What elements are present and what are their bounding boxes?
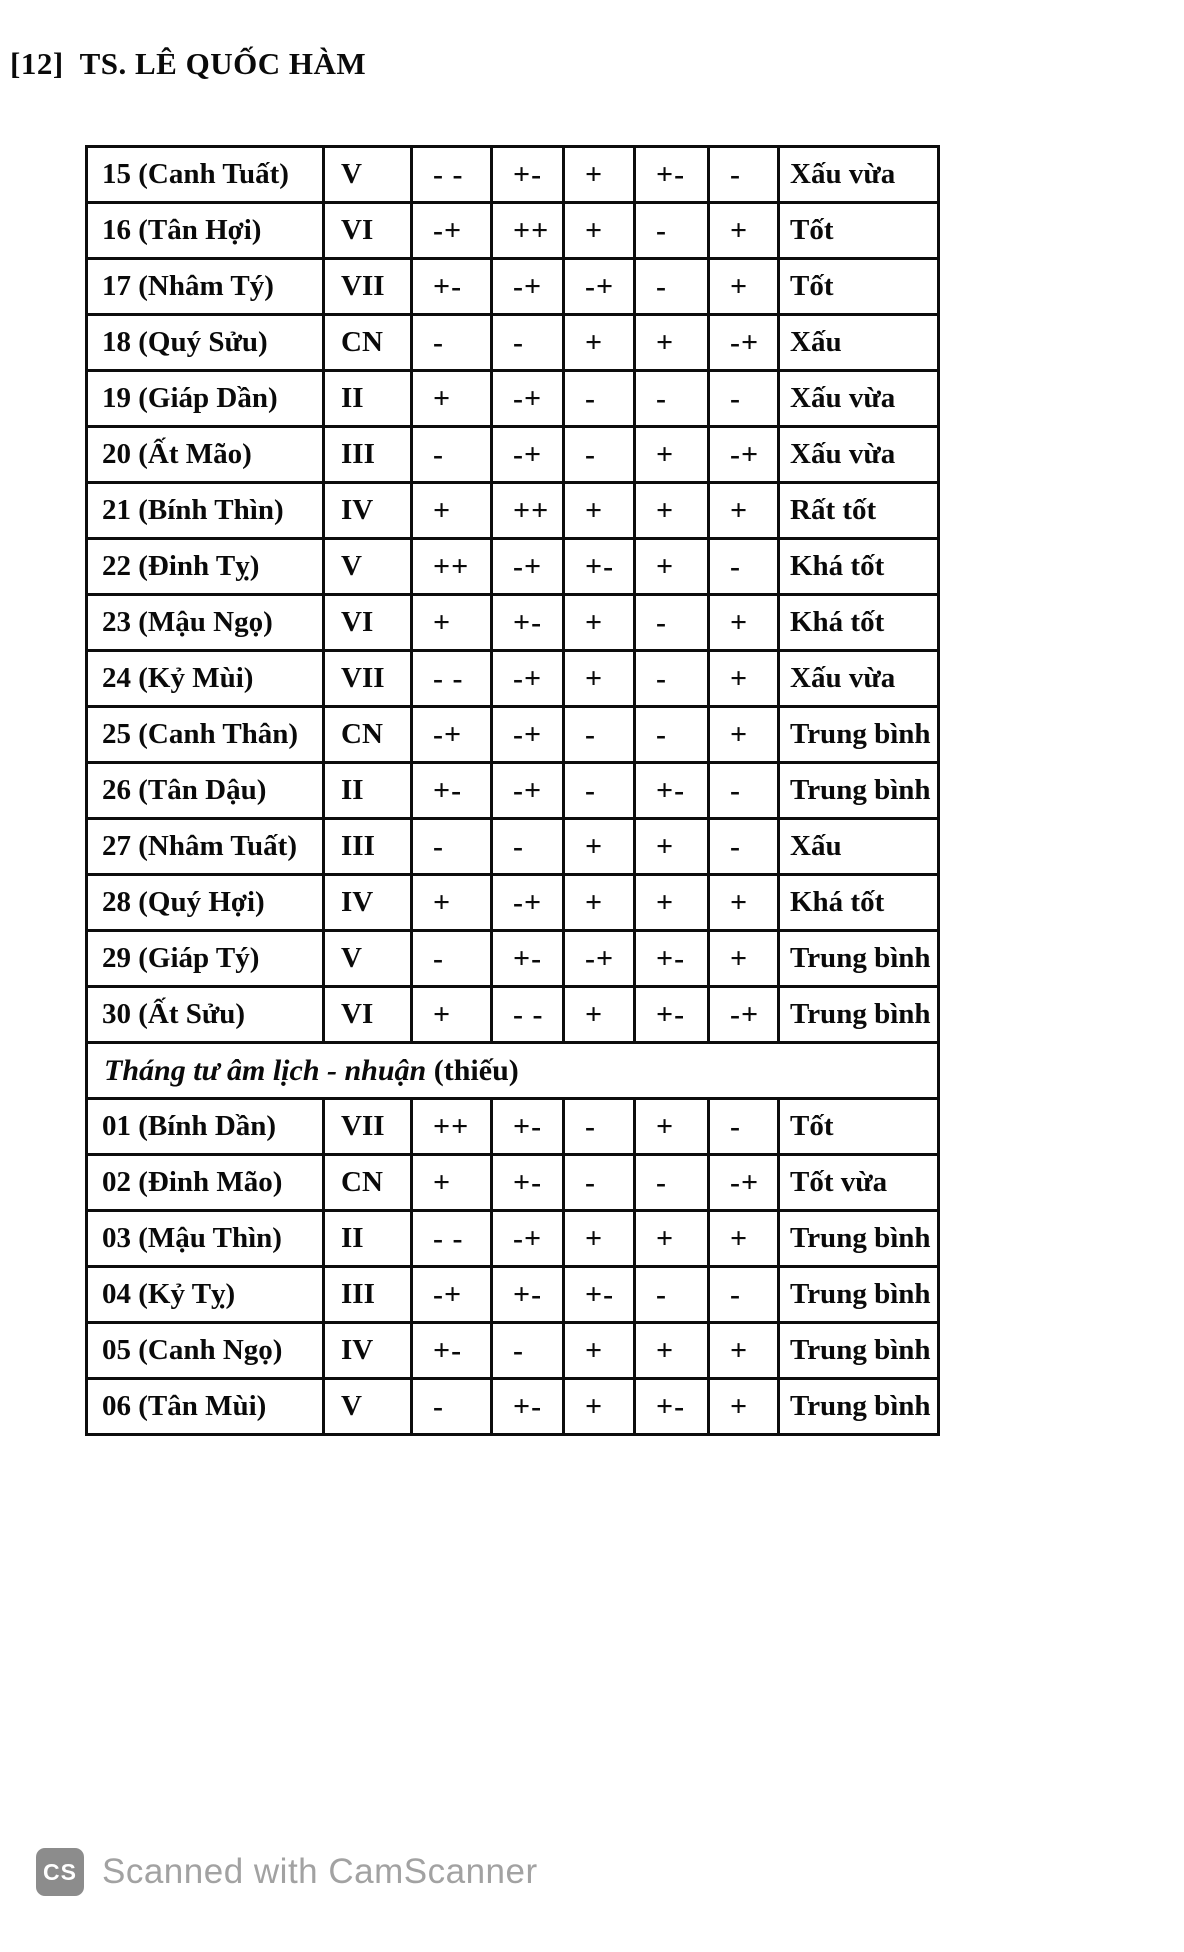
table-row [87, 987, 939, 1043]
mark-cell: - [709, 1099, 779, 1155]
camscanner-footer-text: Scanned with CamScanner [102, 1852, 538, 1891]
mark-cell: + [709, 651, 779, 707]
mark-cell: + [635, 1211, 709, 1267]
mark-cell: + [709, 931, 779, 987]
weekday-cell: IV [324, 875, 412, 931]
table-row [87, 1155, 939, 1211]
rating-cell: Tốt [779, 259, 939, 315]
mark-cell: + [564, 651, 635, 707]
mark-cell: - [564, 1155, 635, 1211]
rating-cell: Trung bình [779, 987, 939, 1043]
mark-cell: -+ [412, 707, 492, 763]
mark-cell: + [709, 259, 779, 315]
table-row [87, 875, 939, 931]
mark-cell: ++ [492, 483, 564, 539]
rating-cell: Xấu [779, 819, 939, 875]
mark-cell: +- [564, 539, 635, 595]
mark-cell: + [709, 1379, 779, 1435]
mark-cell: + [709, 203, 779, 259]
day-name-cell: 18 (Quý Sửu) [87, 315, 324, 371]
mark-cell: -+ [492, 259, 564, 315]
mark-cell: + [412, 595, 492, 651]
mark-cell: -+ [709, 1155, 779, 1211]
mark-cell: +- [492, 1099, 564, 1155]
mark-cell: -+ [492, 371, 564, 427]
mark-cell: -+ [492, 1211, 564, 1267]
section-title-suffix: (thiếu) [433, 1053, 519, 1087]
mark-cell: + [564, 1323, 635, 1379]
mark-cell: + [412, 987, 492, 1043]
mark-cell: - [412, 427, 492, 483]
mark-cell: - - [412, 651, 492, 707]
mark-cell: + [412, 875, 492, 931]
day-name-cell: 29 (Giáp Tý) [87, 931, 324, 987]
weekday-cell: II [324, 371, 412, 427]
day-name-cell: 16 (Tân Hợi) [87, 203, 324, 259]
section-break-row [87, 1043, 939, 1099]
mark-cell: + [564, 483, 635, 539]
table-row [87, 1099, 939, 1155]
table-row [87, 539, 939, 595]
weekday-cell: VII [324, 259, 412, 315]
table-row [87, 707, 939, 763]
day-name-cell: 23 (Mậu Ngọ) [87, 595, 324, 651]
table-row [87, 1211, 939, 1267]
mark-cell: +- [635, 763, 709, 819]
mark-cell: -+ [492, 427, 564, 483]
mark-cell: - [635, 707, 709, 763]
day-name-cell: 20 (Ất Mão) [87, 427, 324, 483]
rating-cell: Trung bình [779, 1323, 939, 1379]
weekday-cell: III [324, 427, 412, 483]
rating-cell: Trung bình [779, 1379, 939, 1435]
mark-cell: -+ [564, 259, 635, 315]
day-name-cell: 26 (Tân Dậu) [87, 763, 324, 819]
table-row [87, 315, 939, 371]
mark-cell: + [635, 875, 709, 931]
day-name-cell: 25 (Canh Thân) [87, 707, 324, 763]
mark-cell: +- [412, 1323, 492, 1379]
day-name-cell: 01 (Bính Dần) [87, 1099, 324, 1155]
rating-cell: Trung bình [779, 1267, 939, 1323]
rating-cell: Xấu vừa [779, 427, 939, 483]
table-row [87, 371, 939, 427]
mark-cell: + [564, 1211, 635, 1267]
weekday-cell: VI [324, 595, 412, 651]
mark-cell: + [412, 483, 492, 539]
rating-cell: Rất tốt [779, 483, 939, 539]
mark-cell: +- [492, 1155, 564, 1211]
mark-cell: -+ [492, 651, 564, 707]
mark-cell: -+ [492, 875, 564, 931]
table-row [87, 147, 939, 203]
table-row [87, 203, 939, 259]
day-name-cell: 02 (Đinh Mão) [87, 1155, 324, 1211]
mark-cell: - [635, 1155, 709, 1211]
rating-cell: Xấu vừa [779, 147, 939, 203]
mark-cell: + [564, 875, 635, 931]
mark-cell: + [709, 707, 779, 763]
mark-cell: - [492, 1323, 564, 1379]
mark-cell: + [564, 819, 635, 875]
mark-cell: + [564, 987, 635, 1043]
day-name-cell: 05 (Canh Ngọ) [87, 1323, 324, 1379]
day-name-cell: 24 (Kỷ Mùi) [87, 651, 324, 707]
day-name-cell: 19 (Giáp Dần) [87, 371, 324, 427]
mark-cell: - [412, 315, 492, 371]
mark-cell: + [635, 1323, 709, 1379]
mark-cell: - [709, 539, 779, 595]
mark-cell: + [564, 1379, 635, 1435]
mark-cell: + [635, 819, 709, 875]
mark-cell: -+ [492, 707, 564, 763]
weekday-cell: II [324, 763, 412, 819]
page-title: [12] TS. LÊ QUỐC HÀM [10, 46, 367, 81]
day-name-cell: 21 (Bính Thìn) [87, 483, 324, 539]
mark-cell: +- [635, 931, 709, 987]
table-row [87, 1323, 939, 1379]
table-row [87, 763, 939, 819]
weekday-cell: V [324, 539, 412, 595]
weekday-cell: III [324, 819, 412, 875]
mark-cell: ++ [412, 539, 492, 595]
mark-cell: -+ [412, 203, 492, 259]
mark-cell: +- [635, 987, 709, 1043]
weekday-cell: CN [324, 315, 412, 371]
mark-cell: - [635, 203, 709, 259]
mark-cell: +- [412, 763, 492, 819]
mark-cell: - [492, 315, 564, 371]
weekday-cell: V [324, 931, 412, 987]
mark-cell: + [635, 315, 709, 371]
day-name-cell: 22 (Đinh Tỵ) [87, 539, 324, 595]
table-row [87, 819, 939, 875]
mark-cell: +- [492, 147, 564, 203]
mark-cell: -+ [492, 763, 564, 819]
section-title [87, 1043, 939, 1099]
mark-cell: + [709, 1323, 779, 1379]
mark-cell: - [709, 371, 779, 427]
rating-cell: Tốt vừa [779, 1155, 939, 1211]
mark-cell: +- [492, 595, 564, 651]
weekday-cell: III [324, 1267, 412, 1323]
table-row [87, 1267, 939, 1323]
mark-cell: -+ [709, 987, 779, 1043]
mark-cell: + [635, 427, 709, 483]
rating-cell: Trung bình [779, 1211, 939, 1267]
rating-cell: Trung bình [779, 763, 939, 819]
mark-cell: + [564, 203, 635, 259]
mark-cell: - [635, 371, 709, 427]
mark-cell: +- [492, 931, 564, 987]
day-name-cell: 03 (Mậu Thìn) [87, 1211, 324, 1267]
rating-cell: Xấu [779, 315, 939, 371]
mark-cell: -+ [492, 539, 564, 595]
weekday-cell: CN [324, 1155, 412, 1211]
weekday-cell: VI [324, 987, 412, 1043]
day-name-cell: 17 (Nhâm Tý) [87, 259, 324, 315]
weekday-cell: V [324, 1379, 412, 1435]
mark-cell: - - [412, 1211, 492, 1267]
rating-cell: Khá tốt [779, 875, 939, 931]
day-name-cell: 28 (Quý Hợi) [87, 875, 324, 931]
rating-cell: Xấu vừa [779, 651, 939, 707]
rating-cell: Khá tốt [779, 595, 939, 651]
mark-cell: -+ [564, 931, 635, 987]
mark-cell: +- [564, 1267, 635, 1323]
camscanner-footer [36, 1848, 538, 1896]
mark-cell: +- [635, 1379, 709, 1435]
mark-cell: -+ [709, 427, 779, 483]
table-row [87, 427, 939, 483]
mark-cell: - [709, 763, 779, 819]
mark-cell: + [564, 147, 635, 203]
mark-cell: - [709, 819, 779, 875]
mark-cell: + [412, 371, 492, 427]
day-name-cell: 15 (Canh Tuất) [87, 147, 324, 203]
mark-cell: - - [492, 987, 564, 1043]
mark-cell: - [564, 707, 635, 763]
mark-cell: + [564, 595, 635, 651]
section-title-main: Tháng tư âm lịch - nhuận [104, 1053, 434, 1087]
camscanner-logo-icon: CS [36, 1848, 84, 1896]
mark-cell: - [564, 1099, 635, 1155]
mark-cell: + [412, 1155, 492, 1211]
table-row [87, 931, 939, 987]
mark-cell: ++ [412, 1099, 492, 1155]
lunar-day-table [85, 145, 940, 1436]
rating-cell: Tốt [779, 1099, 939, 1155]
mark-cell: - [635, 651, 709, 707]
weekday-cell: VII [324, 651, 412, 707]
table-row [87, 483, 939, 539]
weekday-cell: II [324, 1211, 412, 1267]
mark-cell: + [564, 315, 635, 371]
weekday-cell: V [324, 147, 412, 203]
mark-cell: +- [412, 259, 492, 315]
weekday-cell: VII [324, 1099, 412, 1155]
mark-cell: +- [635, 147, 709, 203]
rating-cell: Trung bình [779, 931, 939, 987]
rating-cell: Khá tốt [779, 539, 939, 595]
weekday-cell: IV [324, 1323, 412, 1379]
day-name-cell: 30 (Ất Sửu) [87, 987, 324, 1043]
weekday-cell: IV [324, 483, 412, 539]
rating-cell: Xấu vừa [779, 371, 939, 427]
mark-cell: ++ [492, 203, 564, 259]
lunar-table-body [87, 147, 939, 1435]
mark-cell: - [412, 931, 492, 987]
mark-cell: - [492, 819, 564, 875]
mark-cell: -+ [412, 1267, 492, 1323]
mark-cell: + [709, 595, 779, 651]
weekday-cell: VI [324, 203, 412, 259]
table-row [87, 651, 939, 707]
table-row [87, 595, 939, 651]
weekday-cell: CN [324, 707, 412, 763]
day-name-cell: 06 (Tân Mùi) [87, 1379, 324, 1435]
mark-cell: -+ [709, 315, 779, 371]
mark-cell: + [635, 539, 709, 595]
mark-cell: - [635, 259, 709, 315]
mark-cell: +- [492, 1267, 564, 1323]
mark-cell: - [564, 371, 635, 427]
mark-cell: +- [492, 1379, 564, 1435]
rating-cell: Trung bình [779, 707, 939, 763]
mark-cell: - [564, 763, 635, 819]
mark-cell: - [412, 1379, 492, 1435]
mark-cell: + [635, 483, 709, 539]
mark-cell: - [709, 1267, 779, 1323]
mark-cell: - [709, 147, 779, 203]
mark-cell: - [635, 595, 709, 651]
day-name-cell: 04 (Kỷ Tỵ) [87, 1267, 324, 1323]
mark-cell: + [709, 483, 779, 539]
mark-cell: - [412, 819, 492, 875]
table-row [87, 1379, 939, 1435]
table-row [87, 259, 939, 315]
mark-cell: - - [412, 147, 492, 203]
mark-cell: - [635, 1267, 709, 1323]
mark-cell: + [635, 1099, 709, 1155]
mark-cell: + [709, 875, 779, 931]
day-name-cell: 27 (Nhâm Tuất) [87, 819, 324, 875]
mark-cell: - [564, 427, 635, 483]
mark-cell: + [709, 1211, 779, 1267]
rating-cell: Tốt [779, 203, 939, 259]
